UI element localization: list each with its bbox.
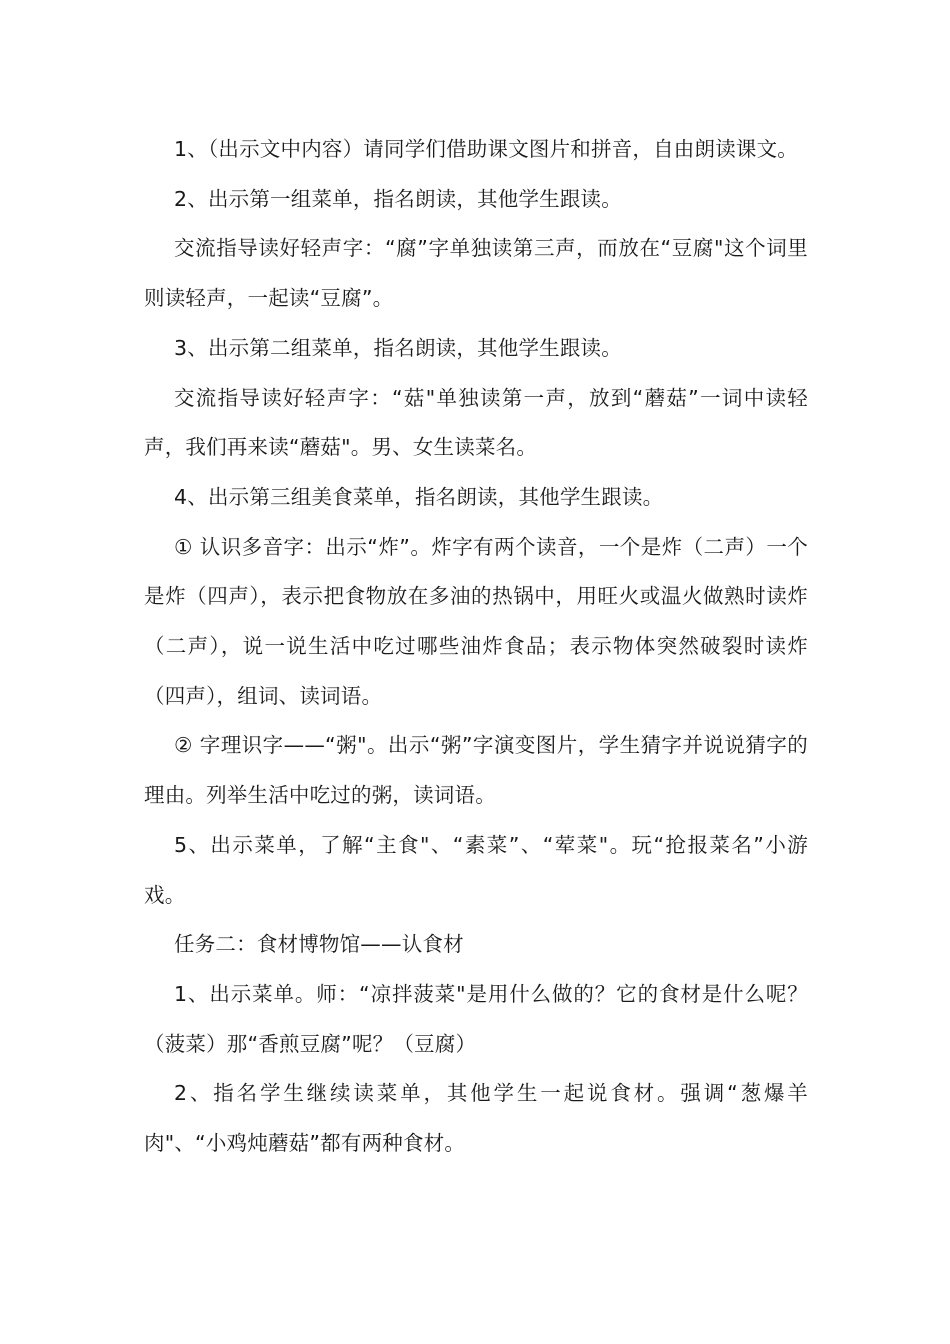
paragraph-11: 1、出示菜单。师：“凉拌菠菜"是用什么做的？它的食材是什么呢？（菠菜）那“香煎豆腐”呢？（豆腐） [144,981,808,1056]
paragraph-1: 1、（出示文中内容）请同学们借助课文图片和拼音，自由朗读课文。 [174,137,798,161]
paragraph-4: 3、出示第二组菜单，指名朗读，其他学生跟读。 [174,335,622,360]
paragraph-6: 4、出示第三组美食菜单，指名朗读，其他学生跟读。 [174,484,664,509]
paragraph-10: 任务二：食材博物馆——认食材 [174,932,464,957]
paragraph-9: 5、出示菜单，了解“主食"、“素菜”、“荤菜"。玩“抢报菜名”小游戏。 [144,832,808,907]
paragraph-2: 2、出示第一组菜单，指名朗读，其他学生跟读。 [174,186,622,211]
paragraph-7: ① 认识多音字：出示“炸”。炸字有两个读音，一个是炸（二声）一个是炸（四声），表示把食物放在多油的热锅中，用旺火或温火做熟时读炸（二声），说一说生活中吃过哪些油炸食品；表示物体突然破裂时读炸（四声），组词、读词语。 [144,534,808,708]
paragraph-12: 2、指名学生继续读菜单，其他学生一起说食材。强调“葱爆羊肉"、“小鸡炖蘑菇”都有两种食材。 [144,1081,808,1156]
paragraph-3: 交流指导读好轻声字：“腐”字单独读第三声，而放在“豆腐"这个词里则读轻声，一起读“豆腐”。 [144,236,808,311]
paragraph-8: ② 字理识字——“粥"。出示“粥”字演变图片，学生猜字并说说猜字的理由。列举生活中吃过的粥，读词语。 [144,733,808,808]
paragraph-5: 交流指导读好轻声字：“菇"单独读第一声，放到“蘑菇”一词中读轻声，我们再来读“蘑菇"。男、女生读菜名。 [144,385,808,460]
document-body [144,125,808,1169]
